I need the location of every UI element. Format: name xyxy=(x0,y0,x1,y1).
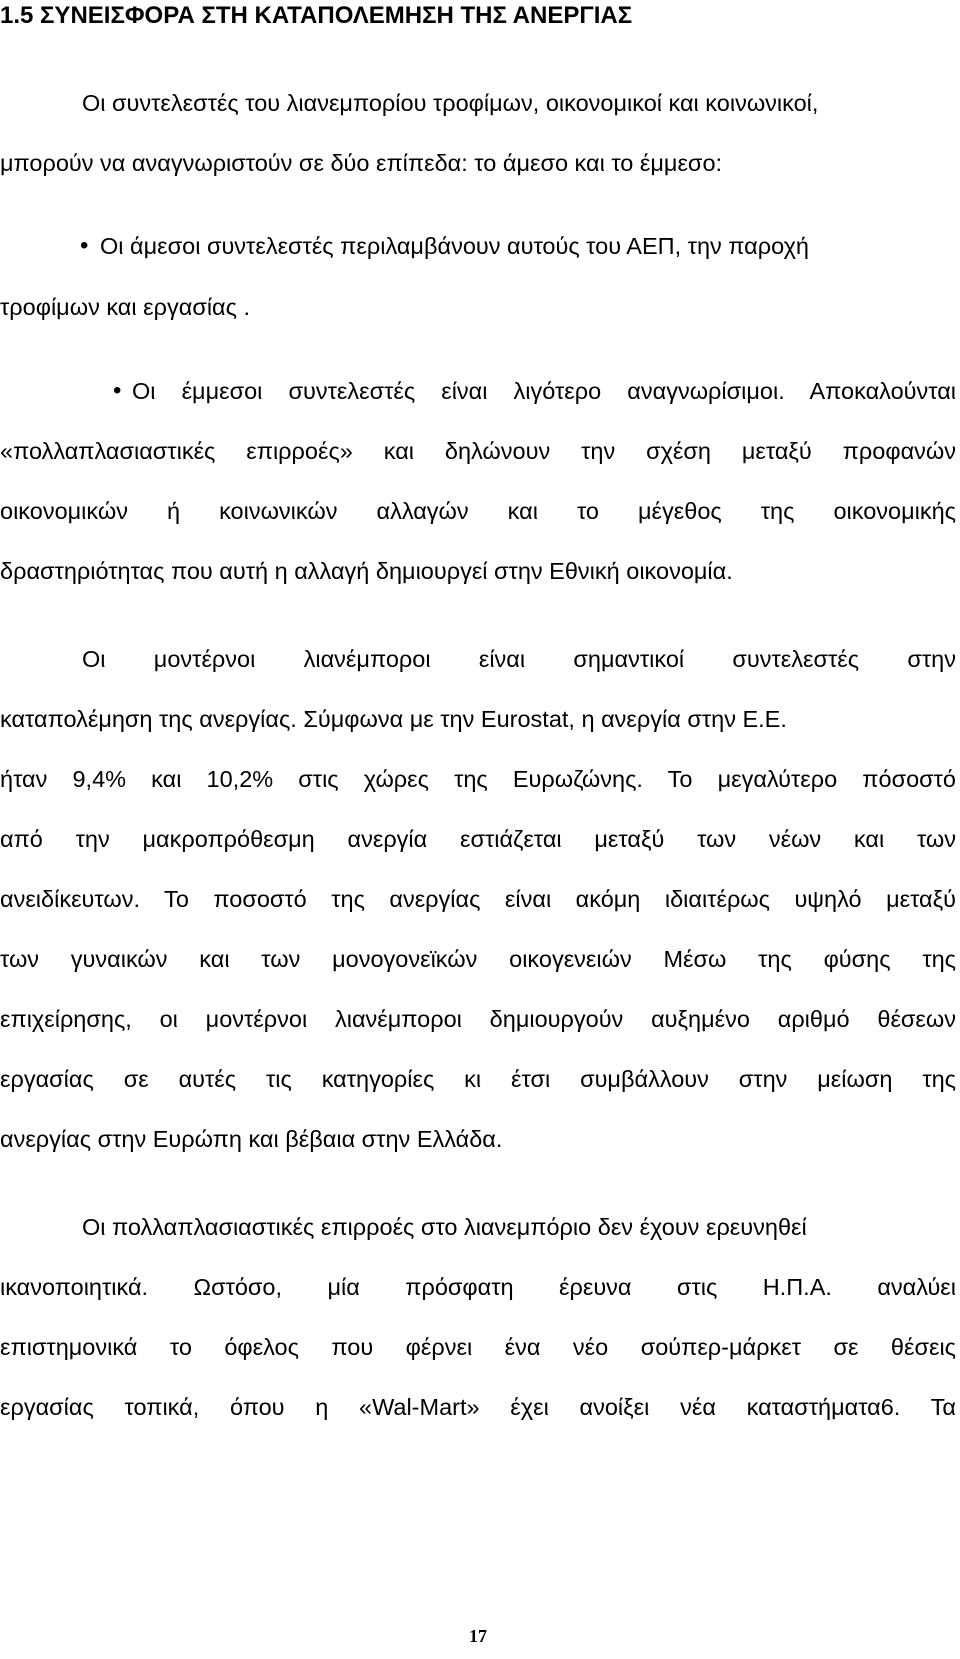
paragraph-line: ήταν 9,4% και 10,2% στις χώρες της Ευρωζώνης. Το μεγαλύτερο πόσοστό xyxy=(0,766,956,792)
bullet-line: «πολλαπλασιαστικές επιρροές» και δηλώνουν την σχέση μεταξύ προφανών xyxy=(0,438,956,464)
paragraph-line: Οι μοντέρνοι λιανέμποροι είναι σημαντικοί συντελεστές στην xyxy=(82,646,956,672)
paragraph-line: Οι πολλαπλασιαστικές επιρροές στο λιανεμπόριο δεν έχουν ερευνηθεί xyxy=(82,1214,807,1240)
paragraph-line: εργασίας τοπικά, όπου η «Wal-Mart» έχει ανοίξει νέα καταστήματα6. Τα xyxy=(0,1394,956,1420)
paragraph-line: ικανοποιητικά. Ωστόσο, μία πρόσφατη έρευνα στις Η.Π.Α. αναλύει xyxy=(0,1274,956,1300)
bullet-line: δραστηριότητας που αυτή η αλλαγή δημιουργεί στην Εθνική οικονομία. xyxy=(0,558,733,584)
bullet-icon: • xyxy=(80,232,89,259)
paragraph-line: επιχείρησης, οι μοντέρνοι λιανέμποροι δημιουργούν αυξημένο αριθμό θέσεων xyxy=(0,1006,956,1032)
paragraph-line: ανεργίας στην Ευρώπη και βέβαια στην Ελλάδα. xyxy=(0,1126,503,1152)
paragraph-line: από την μακροπρόθεσμη ανεργία εστιάζεται μεταξύ των νέων και των xyxy=(0,826,956,852)
bullet-line: Οι άμεσοι συντελεστές περιλαμβάνουν αυτούς του ΑΕΠ, την παροχή xyxy=(100,233,809,259)
bullet-line: Οι έμμεσοι συντελεστές είναι λιγότερο αναγνωρίσιμοι. Αποκαλούνται xyxy=(132,378,956,404)
bullet-icon: • xyxy=(113,377,122,404)
bullet-line: τροφίμων και εργασίας . xyxy=(0,294,251,320)
section-heading: 1.5 ΣΥΝΕΙΣΦΟΡΑ ΣΤΗ ΚΑΤΑΠΟΛΕΜΗΣΗ ΤΗΣ ΑΝΕΡΓΙΑΣ xyxy=(0,2,633,29)
paragraph-line: Οι συντελεστές του λιανεμπορίου τροφίμων, οικονομικοί και κοινωνικοί, xyxy=(82,90,819,116)
paragraph-line: των γυναικών και των μονογονεϊκών οικογενειών Μέσω της φύσης της xyxy=(0,946,956,972)
paragraph-line: καταπολέμηση της ανεργίας. Σύμφωνα με την Eurostat, η ανεργία στην Ε.Ε. xyxy=(0,706,787,732)
paragraph-line: εργασίας σε αυτές τις κατηγορίες κι έτσι συμβάλλουν στην μείωση της xyxy=(0,1066,956,1092)
paragraph-line: επιστημονικά το όφελος που φέρνει ένα νέο σούπερ-μάρκετ σε θέσεις xyxy=(0,1334,956,1360)
bullet-line: οικονομικών ή κοινωνικών αλλαγών και το μέγεθος της οικονομικής xyxy=(0,498,956,524)
paragraph-line: ανειδίκευτων. Το ποσοστό της ανεργίας είναι ακόμη ιδιαιτέρως υψηλό μεταξύ xyxy=(0,886,956,912)
paragraph-line: μπορούν να αναγνωριστούν σε δύο επίπεδα: το άμεσο και το έμμεσο: xyxy=(0,150,723,176)
page-number: 17 xyxy=(469,1626,487,1646)
